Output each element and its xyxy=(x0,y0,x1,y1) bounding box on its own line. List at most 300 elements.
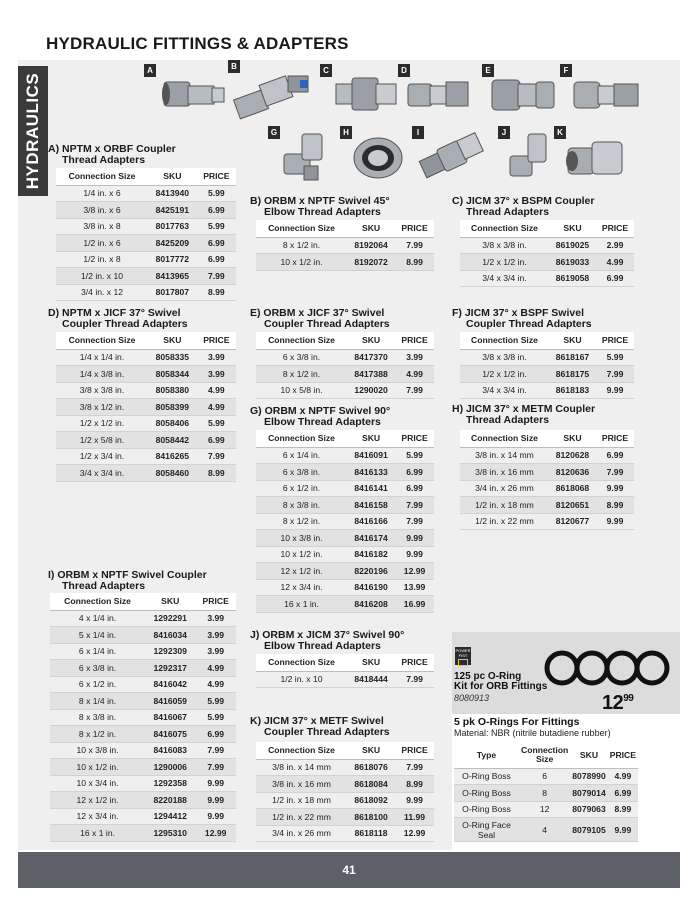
cell-type: O-Ring Boss xyxy=(454,801,519,818)
col-sku: SKU xyxy=(570,742,607,768)
oring-kit-title: 125 pc O-Ring Kit for ORB Fittings xyxy=(454,671,548,692)
cell-size: 6 x 3/8 in. xyxy=(50,660,145,677)
col-connection-size: Connection Size xyxy=(56,332,148,349)
cell-price: 13.99 xyxy=(395,579,434,596)
cell-price: 9.99 xyxy=(395,530,434,547)
cell-sku: 8416158 xyxy=(347,497,395,514)
cell-sku: 8619033 xyxy=(549,254,596,271)
fitting-image-c xyxy=(320,64,400,124)
cell-size: 1/2 in. x 6 xyxy=(56,235,148,252)
cell-sku: 8416034 xyxy=(145,627,195,644)
col-price: PRICE xyxy=(395,430,434,447)
cell-size: 6 xyxy=(519,768,570,785)
cell-sku: 8416174 xyxy=(347,530,395,547)
table-row xyxy=(56,399,236,416)
cell-size: 12 x 1/2 in. xyxy=(256,563,347,580)
cell-price: 7.99 xyxy=(395,671,434,688)
cell-size: 12 x 3/4 in. xyxy=(256,579,347,596)
cell-sku: 1292291 xyxy=(145,610,195,627)
table-row xyxy=(56,218,236,235)
cell-sku: 8618092 xyxy=(347,792,395,809)
cell-price: 6.99 xyxy=(197,251,236,268)
table-k xyxy=(256,742,434,842)
cell-price: 6.99 xyxy=(596,270,634,287)
cell-size: 8 x 3/8 in. xyxy=(256,497,347,514)
fitting-image-d xyxy=(398,64,478,124)
table-row xyxy=(50,693,236,710)
cell-sku: 8416075 xyxy=(145,726,195,743)
cell-sku: 8416083 xyxy=(145,742,195,759)
cell-size: 4 x 1/4 in. xyxy=(50,610,145,627)
cell-sku: 8416091 xyxy=(347,447,395,464)
fitting-image-j xyxy=(498,126,558,188)
table-row xyxy=(50,808,236,825)
cell-size: 3/4 in. x 26 mm xyxy=(460,480,549,497)
cell-sku: 8618076 xyxy=(347,759,395,776)
cell-type: O-Ring Boss xyxy=(454,785,519,802)
side-tab-label: HYDRAULICS xyxy=(23,72,42,190)
cell-size: 3/4 in. x 26 mm xyxy=(256,825,347,842)
table-row xyxy=(56,448,236,465)
cell-price: 5.99 xyxy=(197,415,236,432)
cell-price: 3.99 xyxy=(195,643,236,660)
cell-price: 9.99 xyxy=(195,808,236,825)
cell-size: 1/2 in. x 18 mm xyxy=(460,497,549,514)
cell-price: 4.99 xyxy=(395,366,434,383)
cell-size: 1/2 in. x 22 mm xyxy=(256,809,347,826)
cell-size: 3/8 in. x 14 mm xyxy=(460,447,549,464)
cell-size: 16 x 1 in. xyxy=(50,825,145,842)
cell-sku: 8192072 xyxy=(347,254,395,271)
page-footer xyxy=(18,852,680,888)
cell-sku: 8416141 xyxy=(347,480,395,497)
cell-price: 9.99 xyxy=(596,382,634,399)
image-tag-e: E xyxy=(482,64,494,77)
fitting-image-e xyxy=(482,64,562,124)
oring-material: Material: NBR (nitrile butadiene rubber) xyxy=(454,728,611,738)
cell-price: 4.99 xyxy=(195,660,236,677)
cell-sku: 1292309 xyxy=(145,643,195,660)
cell-size: 10 x 3/4 in. xyxy=(50,775,145,792)
cell-size: 1/2 in. x 18 mm xyxy=(256,792,347,809)
table-row xyxy=(256,596,434,613)
cell-price: 4.99 xyxy=(197,382,236,399)
cell-sku: 8192064 xyxy=(347,237,395,254)
cell-price: 6.99 xyxy=(395,480,434,497)
cell-size: 3/4 in. x 12 xyxy=(56,284,148,301)
table-row xyxy=(460,349,634,366)
cell-size: 10 x 1/2 in. xyxy=(50,759,145,776)
cell-price: 9.99 xyxy=(608,818,638,842)
oring-promo-box xyxy=(452,632,680,850)
cell-price: 6.99 xyxy=(197,235,236,252)
cell-size: 12 xyxy=(519,801,570,818)
cell-size: 1/2 x 1/2 in. xyxy=(460,366,549,383)
swivel-coupler-fitting-icon xyxy=(562,130,632,186)
fitting-image-b xyxy=(228,60,318,124)
cell-size: 1/2 x 3/4 in. xyxy=(56,448,148,465)
cell-sku: 8416265 xyxy=(148,448,197,465)
cell-price: 3.99 xyxy=(195,627,236,644)
col-connection-size: Connection Size xyxy=(519,742,570,768)
cell-sku: 8017807 xyxy=(148,284,197,301)
col-price: PRICE xyxy=(195,593,236,610)
cell-size: 10 x 1/2 in. xyxy=(256,546,347,563)
cell-price: 6.99 xyxy=(195,726,236,743)
table-row xyxy=(454,768,638,785)
cell-sku: 8425209 xyxy=(148,235,197,252)
section-b-title: B) ORBM x NPTF Swivel 45° Elbow Thread Adapters xyxy=(250,195,390,218)
table-row xyxy=(56,251,236,268)
cell-sku: 8058335 xyxy=(148,349,197,366)
cell-price: 4.99 xyxy=(596,254,634,271)
table-c xyxy=(460,220,634,287)
col-connection-size: Connection Size xyxy=(256,332,347,349)
table-row xyxy=(50,759,236,776)
col-connection-size: Connection Size xyxy=(256,430,347,447)
table-row xyxy=(454,785,638,802)
cell-price: 9.99 xyxy=(195,792,236,809)
table-d xyxy=(56,332,236,482)
cell-size: 1/2 in. x 22 mm xyxy=(460,513,549,530)
section-j-title: J) ORBM x JICM 37° Swivel 90° Elbow Thread Adapters xyxy=(250,629,405,652)
cell-price: 7.99 xyxy=(197,448,236,465)
table-row xyxy=(56,284,236,301)
cell-size: 3/8 x 3/8 in. xyxy=(460,237,549,254)
cell-size: 3/4 x 3/4 in. xyxy=(460,270,549,287)
cell-size: 10 x 5/8 in. xyxy=(256,382,347,399)
table-row xyxy=(50,627,236,644)
cell-sku: 1294412 xyxy=(145,808,195,825)
cell-sku: 1290020 xyxy=(347,382,395,399)
col-price: PRICE xyxy=(395,742,434,759)
cell-sku: 8058344 xyxy=(148,366,197,383)
table-row xyxy=(50,610,236,627)
table-row xyxy=(50,742,236,759)
side-tab xyxy=(18,66,48,196)
cell-size: 5 x 1/4 in. xyxy=(50,627,145,644)
table-row xyxy=(460,513,634,530)
cell-sku: 8618068 xyxy=(549,480,596,497)
cell-price: 6.99 xyxy=(197,432,236,449)
cell-sku: 8425191 xyxy=(148,202,197,219)
table-row xyxy=(454,801,638,818)
image-tag-g: G xyxy=(268,126,280,139)
cell-size: 3/8 in. x 14 mm xyxy=(256,759,347,776)
cell-sku: 8417388 xyxy=(347,366,395,383)
cell-size: 8 x 3/8 in. xyxy=(50,709,145,726)
table-row xyxy=(256,366,434,383)
image-tag-h: H xyxy=(340,126,352,139)
cell-price: 11.99 xyxy=(395,809,434,826)
col-connection-size: Connection Size xyxy=(256,220,347,237)
swivel-coupler-fitting-icon xyxy=(416,130,486,184)
cell-sku: 8079105 xyxy=(570,818,607,842)
swivel-coupler-fitting-icon xyxy=(350,130,408,186)
cell-price: 12.99 xyxy=(395,563,434,580)
section-i-title: I) ORBM x NPTF Swivel Coupler Thread Adapters xyxy=(48,569,207,592)
cell-sku: 8017763 xyxy=(148,218,197,235)
table-h xyxy=(460,430,634,530)
cell-price: 6.99 xyxy=(596,447,634,464)
table-row xyxy=(256,237,434,254)
table-row xyxy=(454,818,638,842)
cell-price: 5.99 xyxy=(395,447,434,464)
table-j xyxy=(256,654,434,688)
cell-size: 8 x 1/2 in. xyxy=(50,726,145,743)
cell-price: 3.99 xyxy=(197,366,236,383)
cell-size: 3/8 in. x 8 xyxy=(56,218,148,235)
section-h-title: H) JICM 37° x METM Coupler Thread Adapters xyxy=(452,403,596,426)
cell-price: 5.99 xyxy=(596,349,634,366)
col-connection-size: Connection Size xyxy=(256,742,347,759)
col-sku: SKU xyxy=(347,332,395,349)
table-row xyxy=(50,660,236,677)
table-row xyxy=(256,480,434,497)
col-price: PRICE xyxy=(197,332,236,349)
section-d-title: D) NPTM x JICF 37° Swivel Coupler Thread Adapters xyxy=(48,307,188,330)
col-price: PRICE xyxy=(596,220,634,237)
cell-sku: 8618100 xyxy=(347,809,395,826)
col-sku: SKU xyxy=(549,220,596,237)
image-tag-d: D xyxy=(398,64,410,77)
table-row xyxy=(256,759,434,776)
cell-sku: 8618175 xyxy=(549,366,596,383)
table-row xyxy=(460,237,634,254)
cell-size: 10 x 3/8 in. xyxy=(256,530,347,547)
oring-kit-price: $12^{99}$ xyxy=(602,692,634,714)
cell-sku: 8220196 xyxy=(347,563,395,580)
cell-price: 5.99 xyxy=(197,218,236,235)
table-row xyxy=(56,202,236,219)
cell-price: 7.99 xyxy=(596,366,634,383)
cell-price: 6.99 xyxy=(197,202,236,219)
cell-price: 12.99 xyxy=(395,825,434,842)
cell-price: 4.99 xyxy=(195,676,236,693)
cell-price: 9.99 xyxy=(395,546,434,563)
cell-sku: 8416059 xyxy=(145,693,195,710)
col-connection-size: Connection Size xyxy=(50,593,145,610)
table-row xyxy=(460,270,634,287)
table-row xyxy=(256,776,434,793)
table-row xyxy=(460,382,634,399)
table-row xyxy=(256,349,434,366)
cell-size: 16 x 1 in. xyxy=(256,596,347,613)
section-g-title: G) ORBM x NPTF Swivel 90° Elbow Thread Adapters xyxy=(250,405,391,428)
cell-size: 3/8 in. x 16 mm xyxy=(460,464,549,481)
cell-price: 6.99 xyxy=(395,464,434,481)
cell-size: 1/2 x 1/2 in. xyxy=(56,415,148,432)
table-row xyxy=(56,382,236,399)
coupler-fitting-icon xyxy=(404,68,474,118)
cell-price: 16.99 xyxy=(395,596,434,613)
table-row xyxy=(256,464,434,481)
cell-size: 1/2 in. x 8 xyxy=(56,251,148,268)
cell-sku: 8058380 xyxy=(148,382,197,399)
col-price: PRICE xyxy=(395,332,434,349)
cell-sku: 1295310 xyxy=(145,825,195,842)
cell-size: 6 x 1/2 in. xyxy=(50,676,145,693)
fitting-image-i xyxy=(412,126,492,188)
power-fist-badge: POWER FIST xyxy=(455,647,471,665)
table-row xyxy=(460,254,634,271)
cell-size: 6 x 3/8 in. xyxy=(256,349,347,366)
cell-size: 3/8 in. x 6 xyxy=(56,202,148,219)
cell-price: 7.99 xyxy=(395,497,434,514)
table-row xyxy=(256,825,434,842)
table-row xyxy=(50,643,236,660)
table-row xyxy=(56,432,236,449)
swivel-coupler-fitting-icon xyxy=(570,68,642,118)
table-row xyxy=(56,235,236,252)
cell-sku: 8416182 xyxy=(347,546,395,563)
col-price: PRICE xyxy=(395,220,434,237)
cell-sku: 8079014 xyxy=(570,785,607,802)
cell-price: 5.99 xyxy=(195,709,236,726)
col-price: PRICE xyxy=(596,332,634,349)
table-row xyxy=(56,366,236,383)
col-sku: SKU xyxy=(347,742,395,759)
cell-price: 8.99 xyxy=(608,801,638,818)
fitting-image-g xyxy=(268,126,338,188)
table-row xyxy=(256,447,434,464)
cell-sku: 8618084 xyxy=(347,776,395,793)
col-sku: SKU xyxy=(347,220,395,237)
table-row xyxy=(56,268,236,285)
swivel-coupler-fitting-icon xyxy=(488,68,558,120)
table-row xyxy=(256,671,434,688)
cell-price: 9.99 xyxy=(596,480,634,497)
cell-sku: 8416133 xyxy=(347,464,395,481)
cell-price: 7.99 xyxy=(395,759,434,776)
cell-sku: 8058399 xyxy=(148,399,197,416)
cell-sku: 8619058 xyxy=(549,270,596,287)
table-row xyxy=(256,513,434,530)
cell-price: 7.99 xyxy=(197,268,236,285)
table-row xyxy=(256,254,434,271)
oring-kit-sku: 8080913 xyxy=(454,693,490,703)
cell-price: 4.99 xyxy=(197,399,236,416)
cell-price: 3.99 xyxy=(197,349,236,366)
cell-sku: 8417370 xyxy=(347,349,395,366)
cell-sku: 8413965 xyxy=(148,268,197,285)
cell-sku: 8416067 xyxy=(145,709,195,726)
elbow-90-fitting-icon xyxy=(280,130,336,186)
oring-icon xyxy=(544,648,670,688)
cell-size: 1/2 in. x 10 xyxy=(256,671,347,688)
table-row xyxy=(256,530,434,547)
col-connection-size: Connection Size xyxy=(460,430,549,447)
col-sku: SKU xyxy=(347,430,395,447)
coupler-fitting-icon xyxy=(332,68,400,120)
cell-price: 9.99 xyxy=(195,775,236,792)
table-row xyxy=(460,497,634,514)
cell-price: 8.99 xyxy=(395,254,434,271)
table-row xyxy=(256,563,434,580)
table-row xyxy=(50,726,236,743)
cell-sku: 8017772 xyxy=(148,251,197,268)
cell-sku: 8416190 xyxy=(347,579,395,596)
cell-sku: 8058460 xyxy=(148,465,197,482)
cell-sku: 8416166 xyxy=(347,513,395,530)
cell-size: 1/4 x 3/8 in. xyxy=(56,366,148,383)
cell-price: 7.99 xyxy=(395,513,434,530)
elbow-45-fitting-icon xyxy=(232,66,314,122)
table-row xyxy=(56,415,236,432)
table-f xyxy=(460,332,634,399)
col-price: PRICE xyxy=(608,742,638,768)
cell-price: 8.99 xyxy=(395,776,434,793)
cell-size: 8 xyxy=(519,785,570,802)
cell-price: 9.99 xyxy=(395,792,434,809)
cell-sku: 8220188 xyxy=(145,792,195,809)
cell-sku: 8618118 xyxy=(347,825,395,842)
cell-price: 7.99 xyxy=(195,759,236,776)
coupler-fitting-icon xyxy=(158,68,228,118)
cell-sku: 8416208 xyxy=(347,596,395,613)
section-a-title: A) NPTM x ORBF Coupler Thread Adapters xyxy=(48,143,176,166)
oring-pack-title: 5 pk O-Rings For Fittings xyxy=(454,716,580,728)
table-row xyxy=(460,464,634,481)
cell-size: 8 x 1/2 in. xyxy=(256,237,347,254)
cell-size: 3/4 x 3/4 in. xyxy=(460,382,549,399)
cell-size: 3/8 x 3/8 in. xyxy=(56,382,148,399)
cell-size: 1/4 in. x 6 xyxy=(56,185,148,202)
table-row xyxy=(256,809,434,826)
cell-size: 12 x 1/2 in. xyxy=(50,792,145,809)
section-c-title: C) JICM 37° x BSPM Coupler Thread Adapters xyxy=(452,195,595,218)
cell-size: 6 x 1/2 in. xyxy=(256,480,347,497)
cell-size: 12 x 3/4 in. xyxy=(50,808,145,825)
cell-price: 4.99 xyxy=(608,768,638,785)
col-connection-size: Connection Size xyxy=(460,220,549,237)
cell-size: 1/4 x 1/4 in. xyxy=(56,349,148,366)
cell-price: 2.99 xyxy=(596,237,634,254)
cell-sku: 8120651 xyxy=(549,497,596,514)
cell-sku: 8416042 xyxy=(145,676,195,693)
table-e xyxy=(256,332,434,399)
col-sku: SKU xyxy=(145,593,195,610)
col-sku: SKU xyxy=(347,654,395,671)
cell-sku: 1292358 xyxy=(145,775,195,792)
page-number: 41 xyxy=(342,863,356,877)
table-row xyxy=(50,792,236,809)
table-row xyxy=(50,775,236,792)
table-row xyxy=(56,465,236,482)
cell-sku: 8120677 xyxy=(549,513,596,530)
cell-size: 8 x 1/2 in. xyxy=(256,366,347,383)
cell-type: O-Ring Face Seal xyxy=(454,818,519,842)
table-row xyxy=(56,185,236,202)
col-sku: SKU xyxy=(549,332,596,349)
cell-size: 1/2 in. x 10 xyxy=(56,268,148,285)
cell-price: 7.99 xyxy=(596,464,634,481)
table-row xyxy=(256,382,434,399)
cell-type: O-Ring Boss xyxy=(454,768,519,785)
cell-sku: 8618183 xyxy=(549,382,596,399)
col-connection-size: Connection Size xyxy=(56,168,148,185)
cell-size: 3/8 in. x 16 mm xyxy=(256,776,347,793)
elbow-90-fitting-icon xyxy=(504,130,554,186)
section-f-title: F) JICM 37° x BSPF Swivel Coupler Thread Adapters xyxy=(452,307,592,330)
cell-size: 1/2 x 1/2 in. xyxy=(460,254,549,271)
section-k-title: K) JICM 37° x METF Swivel Coupler Thread Adapters xyxy=(250,715,390,738)
cell-size: 1/2 x 5/8 in. xyxy=(56,432,148,449)
col-connection-size: Connection Size xyxy=(256,654,347,671)
col-type: Type xyxy=(454,742,519,768)
cell-sku: 8120636 xyxy=(549,464,596,481)
fitting-image-f xyxy=(560,64,646,124)
